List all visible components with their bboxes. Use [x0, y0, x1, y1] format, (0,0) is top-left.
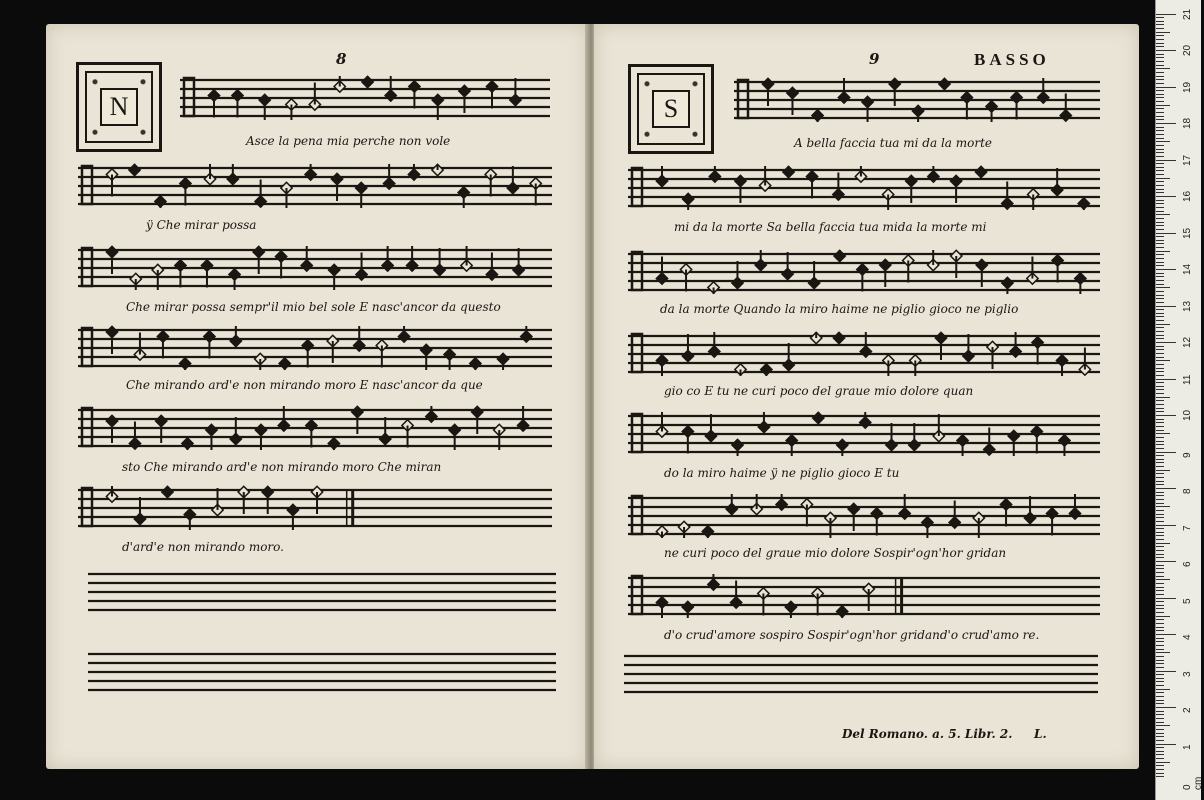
- ruler-minor-tick: [1156, 641, 1164, 642]
- lyric-line: do la miro haime ÿ ne piglio gioco E tu: [664, 466, 900, 480]
- ruler-tick: [1156, 196, 1176, 197]
- ruler-label: 2: [1182, 707, 1193, 713]
- ruler-minor-tick: [1156, 568, 1164, 569]
- ruler-minor-tick: [1156, 510, 1164, 511]
- ruler-minor-tick: [1156, 313, 1164, 314]
- ruler-minor-tick: [1156, 711, 1164, 712]
- ruler-minor-tick: [1156, 481, 1164, 482]
- ruler-minor-tick: [1156, 660, 1164, 661]
- ruler-tick: [1156, 87, 1176, 88]
- lyric-line: Che mirar possa sempr'il mio bel sole E nasc'ancor da questo: [126, 300, 501, 314]
- ruler-minor-tick: [1156, 324, 1170, 325]
- ruler-minor-tick: [1156, 247, 1164, 248]
- ruler-minor-tick: [1156, 375, 1164, 376]
- ruler-label: 9: [1182, 451, 1193, 458]
- ruler-minor-tick: [1156, 145, 1164, 146]
- ruler-minor-tick: [1156, 298, 1164, 299]
- music-staff: [628, 412, 1100, 456]
- ruler-minor-tick: [1156, 765, 1164, 766]
- ruler-minor-tick: [1156, 484, 1164, 485]
- ruler-minor-tick: [1156, 156, 1164, 157]
- ruler-tick: [1156, 379, 1176, 380]
- ruler-minor-tick: [1156, 28, 1164, 29]
- ruler-minor-tick: [1156, 371, 1164, 372]
- ruler-minor-tick: [1156, 473, 1164, 474]
- ruler-label: 20: [1182, 44, 1193, 56]
- ruler-minor-tick: [1156, 262, 1164, 263]
- ruler-minor-tick: [1156, 105, 1170, 106]
- ruler-tick: [1156, 269, 1176, 270]
- ruler-minor-tick: [1156, 747, 1164, 748]
- ruler-minor-tick: [1156, 68, 1170, 69]
- ruler-minor-tick: [1156, 181, 1164, 182]
- ruler-tick: [1156, 123, 1176, 124]
- ruler-minor-tick: [1156, 61, 1164, 62]
- ruler-minor-tick: [1156, 466, 1164, 467]
- ruler-minor-tick: [1156, 470, 1170, 471]
- ruler-minor-tick: [1156, 400, 1164, 401]
- ruler-tick: [1156, 452, 1176, 453]
- ruler-label: 5: [1182, 597, 1193, 604]
- ruler-minor-tick: [1156, 630, 1164, 631]
- ruler-tick: [1156, 50, 1176, 51]
- ruler-minor-tick: [1156, 338, 1164, 339]
- ruler-minor-tick: [1156, 623, 1164, 624]
- ruler-minor-tick: [1156, 554, 1164, 555]
- music-staff-final: [628, 574, 1100, 618]
- ruler-minor-tick: [1156, 754, 1164, 755]
- ruler-minor-tick: [1156, 627, 1164, 628]
- ruler-minor-tick: [1156, 291, 1164, 292]
- ruler-minor-tick: [1156, 178, 1170, 179]
- ruler-minor-tick: [1156, 514, 1164, 515]
- ruler-minor-tick: [1156, 357, 1164, 358]
- ruler-minor-tick: [1156, 185, 1164, 186]
- ruler-minor-tick: [1156, 678, 1164, 679]
- ruler-minor-tick: [1156, 550, 1164, 551]
- ruler-tick: [1156, 342, 1176, 343]
- ruler-minor-tick: [1156, 411, 1164, 412]
- ruler-minor-tick: [1156, 477, 1164, 478]
- lyric-line: gio co E tu ne curi poco del graue mio dolore quan: [664, 384, 974, 398]
- ruler-minor-tick: [1156, 616, 1170, 617]
- empty-staff: [88, 570, 556, 614]
- ruler-minor-tick: [1156, 612, 1164, 613]
- ruler-minor-tick: [1156, 189, 1164, 190]
- ruler-tick: [1156, 233, 1176, 234]
- ruler-minor-tick: [1156, 667, 1164, 668]
- ruler-minor-tick: [1156, 521, 1164, 522]
- ruler-minor-tick: [1156, 408, 1164, 409]
- ruler-minor-tick: [1156, 601, 1164, 602]
- ruler-minor-tick: [1156, 517, 1164, 518]
- ruler-minor-tick: [1156, 404, 1164, 405]
- ruler-label: 1: [1182, 743, 1193, 750]
- ruler-minor-tick: [1156, 167, 1164, 168]
- ruler-minor-tick: [1156, 703, 1164, 704]
- ruler-minor-tick: [1156, 192, 1164, 193]
- ruler-minor-tick: [1156, 284, 1164, 285]
- ruler-minor-tick: [1156, 127, 1164, 128]
- ruler-minor-tick: [1156, 419, 1164, 420]
- ruler-tick: [1156, 744, 1176, 745]
- ruler-minor-tick: [1156, 674, 1164, 675]
- ruler-minor-tick: [1156, 287, 1170, 288]
- signature-mark: L.: [1034, 727, 1047, 741]
- ruler-minor-tick: [1156, 57, 1164, 58]
- ruler-minor-tick: [1156, 638, 1164, 639]
- ruler-label: 14: [1182, 263, 1193, 275]
- ruler-minor-tick: [1156, 79, 1164, 80]
- ruler-minor-tick: [1156, 689, 1170, 690]
- ruler-minor-tick: [1156, 364, 1164, 365]
- ruler-label: 7: [1182, 524, 1193, 531]
- measurement-ruler: [1155, 0, 1204, 800]
- lyric-line: d'o crud'amore sospiro Sospir'ogn'hor gridand'o crud'amo re.: [664, 628, 1040, 642]
- ruler-minor-tick: [1156, 729, 1164, 730]
- ruler-label: 21: [1182, 8, 1193, 20]
- ruler-minor-tick: [1156, 138, 1164, 139]
- music-staff-final: [78, 486, 552, 530]
- ruler-minor-tick: [1156, 397, 1170, 398]
- ruler-minor-tick: [1156, 35, 1164, 36]
- ruler-label: 13: [1182, 300, 1193, 312]
- ruler-minor-tick: [1156, 583, 1164, 584]
- ruler-minor-tick: [1156, 17, 1164, 18]
- ruler-minor-tick: [1156, 335, 1164, 336]
- ruler-minor-tick: [1156, 200, 1164, 201]
- music-staff: [628, 332, 1100, 376]
- ruler-minor-tick: [1156, 214, 1170, 215]
- ruler-tick: [1156, 707, 1176, 708]
- left-page: [46, 24, 588, 769]
- ruler-minor-tick: [1156, 714, 1164, 715]
- ruler-minor-tick: [1156, 265, 1164, 266]
- ruler-minor-tick: [1156, 590, 1164, 591]
- ruler-minor-tick: [1156, 539, 1164, 540]
- ruler-minor-tick: [1156, 444, 1164, 445]
- ruler-minor-tick: [1156, 776, 1164, 777]
- ruler-minor-tick: [1156, 663, 1164, 664]
- empty-staff: [88, 650, 556, 694]
- lyric-line: ÿ Che mirar possa: [146, 218, 257, 232]
- ruler-minor-tick: [1156, 346, 1164, 347]
- ruler-minor-tick: [1156, 101, 1164, 102]
- ruler-minor-tick: [1156, 349, 1164, 350]
- ruler-minor-tick: [1156, 258, 1164, 259]
- ruler-label: 6: [1182, 561, 1193, 567]
- ruler-minor-tick: [1156, 163, 1164, 164]
- ruler-minor-tick: [1156, 649, 1164, 650]
- ruler-minor-tick: [1156, 681, 1164, 682]
- page-number-left: 8: [336, 50, 347, 68]
- ruler-minor-tick: [1156, 218, 1164, 219]
- ruler-minor-tick: [1156, 492, 1164, 493]
- ruler-minor-tick: [1156, 462, 1164, 463]
- ruler-minor-tick: [1156, 740, 1164, 741]
- ruler-minor-tick: [1156, 503, 1164, 504]
- ruler-minor-tick: [1156, 656, 1164, 657]
- ruler-minor-tick: [1156, 97, 1164, 98]
- ruler-tick: [1156, 561, 1176, 562]
- lyric-line: ne curi poco del graue mio dolore Sospir'ogn'hor gridan: [664, 546, 1007, 560]
- music-staff: [628, 494, 1100, 538]
- ruler-tick: [1156, 525, 1176, 526]
- ruler-minor-tick: [1156, 243, 1164, 244]
- ruler-minor-tick: [1156, 543, 1170, 544]
- ruler-minor-tick: [1156, 222, 1164, 223]
- ruler-minor-tick: [1156, 72, 1164, 73]
- ruler-minor-tick: [1156, 302, 1164, 303]
- ruler-label: 18: [1182, 117, 1193, 129]
- ruler-minor-tick: [1156, 203, 1164, 204]
- ruler-minor-tick: [1156, 692, 1164, 693]
- ruler-minor-tick: [1156, 170, 1164, 171]
- ruler-minor-tick: [1156, 368, 1164, 369]
- ruler-minor-tick: [1156, 229, 1164, 230]
- ruler-minor-tick: [1156, 422, 1164, 423]
- ruler-minor-tick: [1156, 236, 1164, 237]
- ruler-minor-tick: [1156, 360, 1170, 361]
- ruler-minor-tick: [1156, 309, 1164, 310]
- lyric-line: d'ard'e non mirando moro.: [122, 540, 284, 554]
- attribution-footer: Del Romano. a. 5. Libr. 2.: [842, 727, 1013, 741]
- music-staff: [180, 76, 550, 120]
- music-staff: [78, 246, 552, 290]
- ruler-minor-tick: [1156, 736, 1164, 737]
- ruler-minor-tick: [1156, 251, 1170, 252]
- ruler-minor-tick: [1156, 24, 1164, 25]
- music-staff: [78, 326, 552, 370]
- ruler-minor-tick: [1156, 576, 1164, 577]
- ruler-tick: [1156, 306, 1176, 307]
- ruler-minor-tick: [1156, 130, 1164, 131]
- ruler-minor-tick: [1156, 528, 1164, 529]
- ruler-minor-tick: [1156, 43, 1164, 44]
- ruler-minor-tick: [1156, 546, 1164, 547]
- initial-letter-n: N: [100, 88, 138, 126]
- ruler-minor-tick: [1156, 149, 1164, 150]
- music-staff: [78, 406, 552, 450]
- ruler-minor-tick: [1156, 733, 1164, 734]
- ruler-minor-tick: [1156, 499, 1164, 500]
- ruler-minor-tick: [1156, 532, 1164, 533]
- ruler-minor-tick: [1156, 280, 1164, 281]
- ruler-label: 15: [1182, 227, 1193, 239]
- ruler-minor-tick: [1156, 254, 1164, 255]
- ruler-minor-tick: [1156, 459, 1164, 460]
- ruler-tick: [1156, 415, 1176, 416]
- decorated-initial-n: [76, 62, 162, 152]
- ruler-minor-tick: [1156, 32, 1170, 33]
- ruler-tick: [1156, 634, 1176, 635]
- music-staff: [78, 164, 552, 208]
- music-staff: [628, 166, 1100, 210]
- ruler-minor-tick: [1156, 393, 1164, 394]
- ruler-minor-tick: [1156, 116, 1164, 117]
- ruler-minor-tick: [1156, 382, 1164, 383]
- initial-letter-s: S: [652, 90, 690, 128]
- ruler-minor-tick: [1156, 455, 1164, 456]
- ruler-minor-tick: [1156, 594, 1164, 595]
- ruler-minor-tick: [1156, 565, 1164, 566]
- ruler-minor-tick: [1156, 152, 1164, 153]
- ruler-minor-tick: [1156, 441, 1164, 442]
- ruler-minor-tick: [1156, 762, 1170, 763]
- ruler-minor-tick: [1156, 316, 1164, 317]
- page-number-right: 9: [869, 50, 880, 68]
- ruler-minor-tick: [1156, 696, 1164, 697]
- ruler-minor-tick: [1156, 65, 1164, 66]
- ruler-minor-tick: [1156, 718, 1164, 719]
- ruler-minor-tick: [1156, 108, 1164, 109]
- ruler-minor-tick: [1156, 495, 1164, 496]
- ruler-minor-tick: [1156, 240, 1164, 241]
- ruler-minor-tick: [1156, 430, 1164, 431]
- ruler-minor-tick: [1156, 90, 1164, 91]
- ruler-minor-tick: [1156, 725, 1170, 726]
- ruler-minor-tick: [1156, 94, 1164, 95]
- ruler-label: 3: [1182, 670, 1193, 677]
- ruler-minor-tick: [1156, 535, 1164, 536]
- lyric-line: Asce la pena mia perche non vole: [246, 134, 451, 148]
- ruler-label: 12: [1182, 336, 1193, 348]
- empty-staff: [624, 652, 1098, 696]
- ruler-label: 11: [1182, 374, 1193, 385]
- ruler-minor-tick: [1156, 572, 1164, 573]
- ruler-minor-tick: [1156, 645, 1164, 646]
- ruler-label: 16: [1182, 190, 1193, 202]
- ruler-minor-tick: [1156, 722, 1164, 723]
- ruler-minor-tick: [1156, 76, 1164, 77]
- ruler-minor-tick: [1156, 619, 1164, 620]
- ruler-minor-tick: [1156, 433, 1170, 434]
- ruler-minor-tick: [1156, 751, 1164, 752]
- ruler-minor-tick: [1156, 386, 1164, 387]
- music-staff: [628, 250, 1100, 294]
- right-page: [594, 24, 1139, 769]
- ruler-minor-tick: [1156, 605, 1164, 606]
- lyric-line: A bella faccia tua mi da la morte: [794, 136, 993, 150]
- ruler-tick: [1156, 488, 1176, 489]
- ruler-minor-tick: [1156, 273, 1164, 274]
- ruler-minor-tick: [1156, 426, 1164, 427]
- ruler-tick: [1156, 14, 1176, 15]
- lyric-line: mi da la morte Sa bella faccia tua mida la morte mi: [674, 220, 987, 234]
- ruler-minor-tick: [1156, 506, 1170, 507]
- ruler-label: 4: [1182, 634, 1193, 640]
- ruler-minor-tick: [1156, 119, 1164, 120]
- ruler-minor-tick: [1156, 225, 1164, 226]
- decorated-initial-s: [628, 64, 714, 154]
- ruler-minor-tick: [1156, 211, 1164, 212]
- ruler-minor-tick: [1156, 174, 1164, 175]
- ruler-minor-tick: [1156, 448, 1164, 449]
- ruler-minor-tick: [1156, 331, 1164, 332]
- ruler-minor-tick: [1156, 685, 1164, 686]
- ruler-minor-tick: [1156, 353, 1164, 354]
- ruler-tick: [1156, 160, 1176, 161]
- ruler-minor-tick: [1156, 700, 1164, 701]
- ruler-minor-tick: [1156, 587, 1164, 588]
- ruler-minor-tick: [1156, 557, 1164, 558]
- ruler-minor-tick: [1156, 579, 1170, 580]
- ruler-minor-tick: [1156, 769, 1164, 770]
- ruler-minor-tick: [1156, 437, 1164, 438]
- ruler-minor-tick: [1156, 608, 1164, 609]
- ruler-minor-tick: [1156, 320, 1164, 321]
- ruler-minor-tick: [1156, 652, 1170, 653]
- ruler-minor-tick: [1156, 112, 1164, 113]
- ruler-minor-tick: [1156, 83, 1164, 84]
- ruler-minor-tick: [1156, 46, 1164, 47]
- ruler-minor-tick: [1156, 773, 1164, 774]
- ruler-minor-tick: [1156, 21, 1164, 22]
- lyric-line: Che mirando ard'e non mirando moro E nasc'ancor da que: [126, 378, 483, 392]
- ruler-tick: [1156, 671, 1176, 672]
- ruler-label: 17: [1182, 154, 1193, 166]
- ruler-minor-tick: [1156, 39, 1164, 40]
- ruler-tick: [1156, 598, 1176, 599]
- lyric-line: sto Che mirando ard'e non mirando moro Che miran: [122, 460, 442, 474]
- music-staff: [734, 78, 1100, 122]
- lyric-line: da la morte Quando la miro haime ne piglio gioco ne piglio: [660, 302, 1019, 316]
- ruler-minor-tick: [1156, 389, 1164, 390]
- ruler-label: 10: [1182, 409, 1193, 421]
- voice-part-label: BASSO: [974, 50, 1050, 69]
- ruler-minor-tick: [1156, 54, 1164, 55]
- ruler-minor-tick: [1156, 327, 1164, 328]
- ruler-minor-tick: [1156, 295, 1164, 296]
- ruler-minor-tick: [1156, 758, 1164, 759]
- ruler-minor-tick: [1156, 207, 1164, 208]
- ruler-unit-label: 0 cm: [1182, 776, 1204, 790]
- ruler-label: 19: [1182, 81, 1193, 93]
- ruler-minor-tick: [1156, 141, 1170, 142]
- ruler-minor-tick: [1156, 134, 1164, 135]
- ruler-label: 8: [1182, 488, 1193, 494]
- ruler-minor-tick: [1156, 276, 1164, 277]
